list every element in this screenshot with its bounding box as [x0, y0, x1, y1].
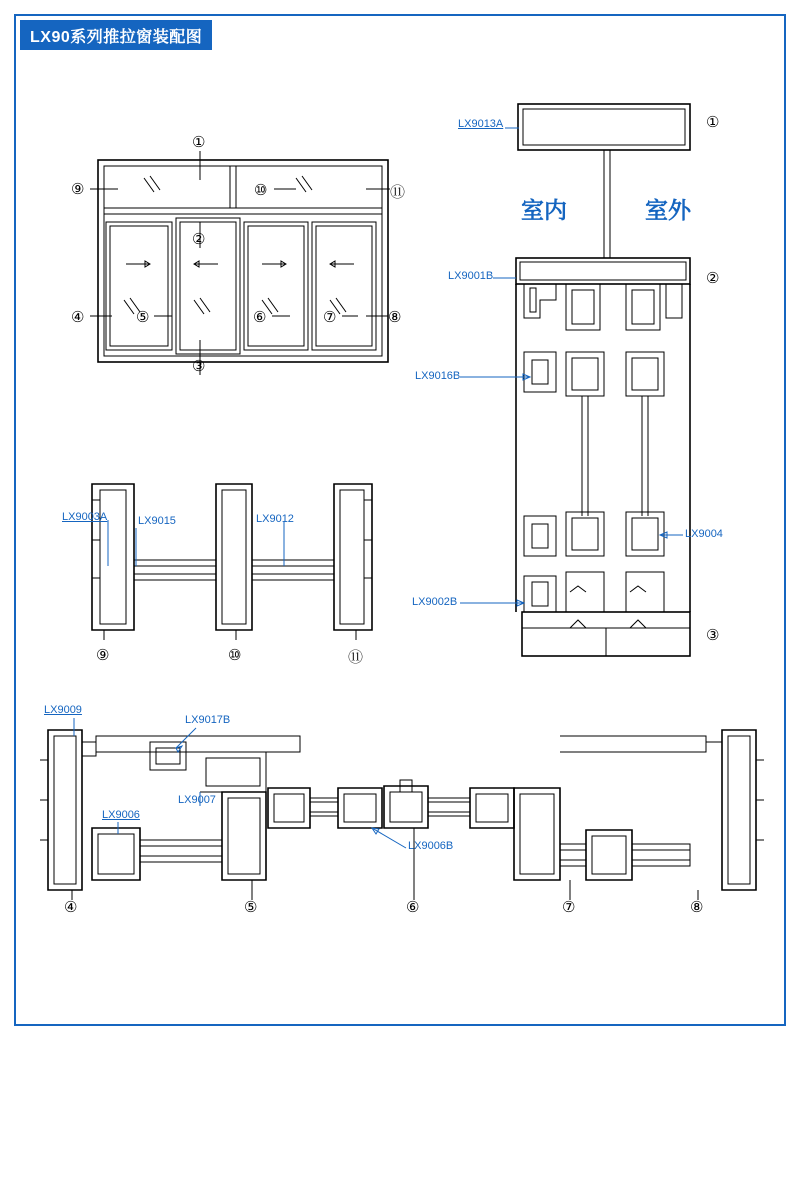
- callout-2-elevation: ②: [192, 231, 206, 248]
- callout-6-elevation: ⑥: [253, 309, 267, 326]
- callout-1-section: ①: [706, 114, 720, 131]
- outdoor-label: 室外: [645, 197, 691, 223]
- part-label-lx9002b: LX9002B: [412, 596, 458, 608]
- callout-3-elevation: ③: [192, 358, 206, 375]
- part-label-lx9017b: LX9017B: [185, 714, 231, 726]
- callout-5-plan: ⑤: [244, 899, 258, 916]
- part-label-lx9004: LX9004: [685, 528, 723, 540]
- part-label-lx9006b: LX9006B: [408, 840, 454, 852]
- sheet-title: LX90系列推拉窗装配图: [20, 20, 212, 50]
- part-label-lx9016b: LX9016B: [415, 370, 461, 382]
- callout-11-elevation: ⑪: [390, 184, 406, 201]
- callout-9-profile: ⑨: [96, 647, 110, 664]
- callout-7-plan: ⑦: [562, 899, 576, 916]
- callout-9-elevation: ⑨: [71, 181, 85, 198]
- callout-11-profile: ⑪: [348, 649, 364, 666]
- part-label-lx9015: LX9015: [138, 515, 176, 527]
- callout-4-elevation: ④: [71, 309, 85, 326]
- part-label-lx9003a: LX9003A: [62, 511, 108, 523]
- callout-4-plan: ④: [64, 899, 78, 916]
- callout-10-profile: ⑩: [228, 647, 242, 664]
- callout-7-elevation: ⑦: [323, 309, 337, 326]
- part-label-lx9012: LX9012: [256, 513, 294, 525]
- callout-8-plan: ⑧: [690, 899, 704, 916]
- part-label-lx9006: LX9006: [102, 809, 140, 821]
- callout-6-plan: ⑥: [406, 899, 420, 916]
- part-label-lx9009: LX9009: [44, 704, 82, 716]
- callout-10-elevation: ⑩: [254, 182, 268, 199]
- callout-1-elevation: ①: [192, 134, 206, 151]
- callout-2-section: ②: [706, 270, 720, 287]
- callout-8-elevation: ⑧: [388, 309, 402, 326]
- part-label-lx9013a: LX9013A: [458, 118, 504, 130]
- indoor-label: 室内: [521, 197, 567, 223]
- part-label-lx9001b: LX9001B: [448, 270, 494, 282]
- callout-5-elevation: ⑤: [136, 309, 150, 326]
- part-label-lx9007: LX9007: [178, 794, 216, 806]
- callout-3-section: ③: [706, 627, 720, 644]
